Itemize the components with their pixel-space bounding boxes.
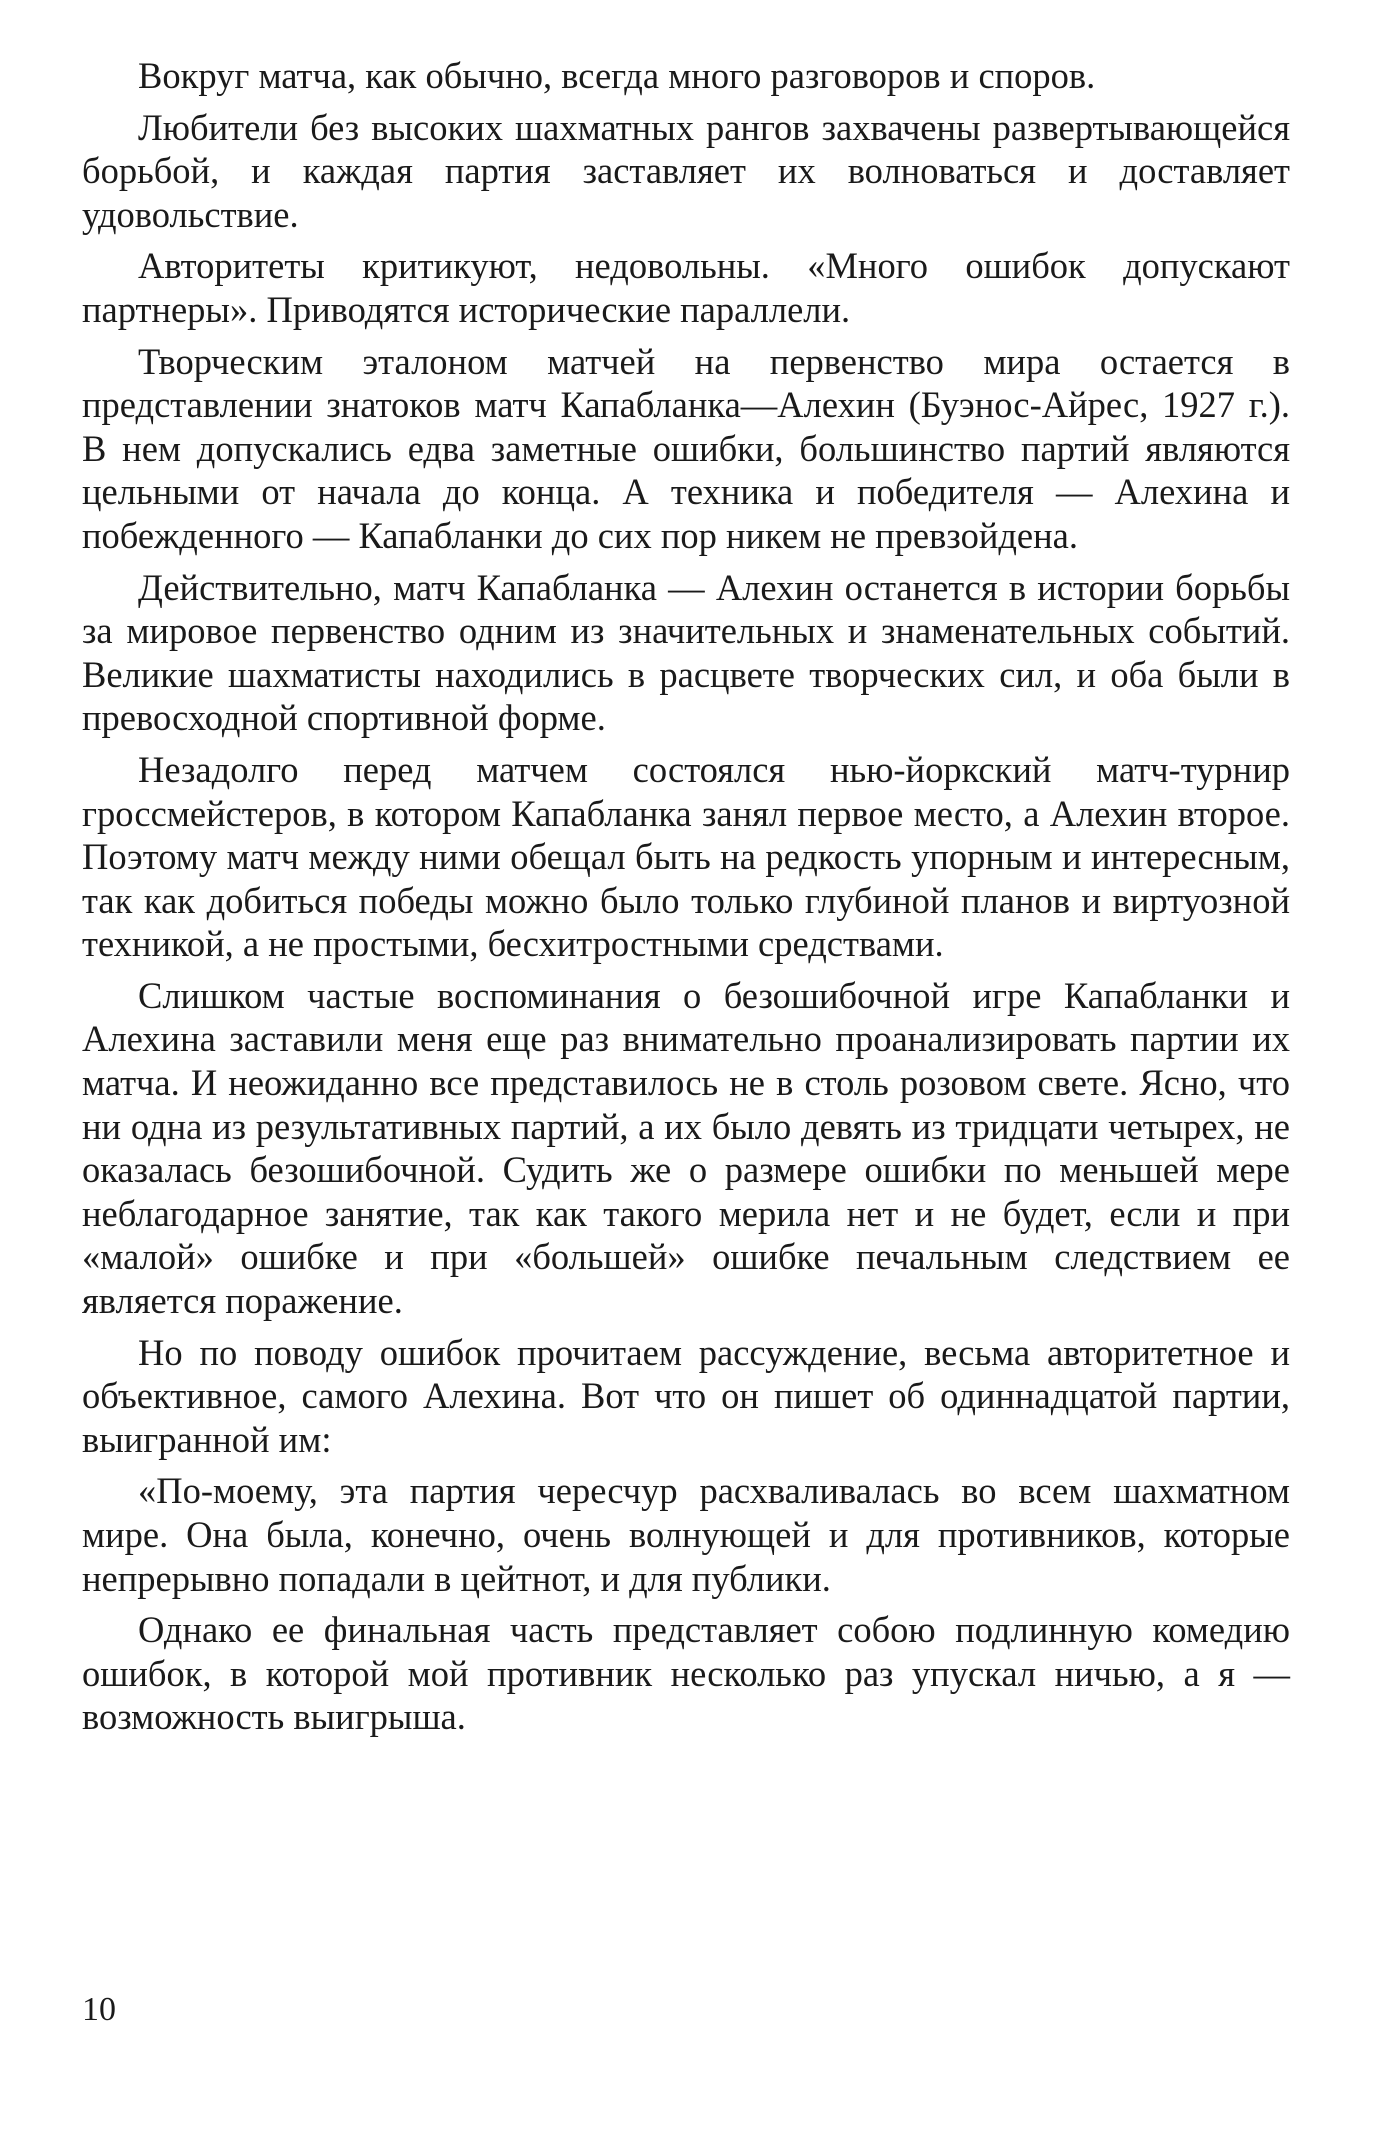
- paragraph: Незадолго перед матчем состоялся нью-йоркский матч-турнир гроссмейстеров, в котором Капабланка занял первое место, а Алехин второе. Поэтому матч между ними обещал быть на редкость упорным и интересным, так как добиться победы можно было только глубиной планов и виртуозной техникой, а не простыми, бесхитростными средствами.: [82, 748, 1290, 965]
- paragraph: Но по поводу ошибок прочитаем рассуждение, весьма авторитетное и объективное, самого Алехина. Вот что он пишет об одиннадцатой партии, выигранной им:: [82, 1331, 1290, 1460]
- quote-paragraph: «По-моему, эта партия чересчур расхваливалась во всем шахматном мире. Она была, конечно, очень волнующей и для противников, которые непрерывно попадали в цейтнот, и для публики.: [82, 1470, 1290, 1599]
- paragraph: Вокруг матча, как обычно, всегда много разговоров и споров.: [138, 55, 1096, 96]
- paragraph: Слишком частые воспоминания о безошибочной игре Капабланки и Алехина заставили меня еще раз внимательно проанализировать партии их матча. И неожиданно все представилось не в столь розовом свете. Ясно, что ни одна из результативных партий, а их было девять из тридцати четырех, не оказалась безошибочной. Судить же о размере ошибки по меньшей мере неблагодарное занятие, так как такого мерила нет и не будет, если и при «малой» ошибке и при «большей» ошибке печальным следствием ее является поражение.: [82, 974, 1290, 1322]
- paragraph: Творческим эталоном матчей на первенство мира остается в представлении знатоков матч Капабланка—Алехин (Буэнос-Айрес, 1927 г.). В нем допускались едва заметные ошибки, большинство партий являются цельными от начала до конца. А техника и победителя — Алехина и побежденного — Капабланки до сих пор никем не превзойдена.: [82, 340, 1290, 556]
- quote-paragraph: Однако ее финальная часть представляет собою подлинную комедию ошибок, в которой мой противник несколько раз упускал ничью, а я — возможность выигрыша.: [82, 1609, 1290, 1738]
- paragraph: Любители без высоких шахматных рангов захвачены развертывающейся борьбой, и каждая партия заставляет их волноваться и доставляет удовольствие.: [82, 106, 1290, 235]
- page-body: [82, 54, 1290, 1747]
- page-number: 10: [82, 1991, 116, 2028]
- paragraph: Действительно, матч Капабланка — Алехин останется в истории борьбы за мировое первенство одним из значительных и знаменательных событий. Великие шахматисты находились в расцвете творческих сил, и оба были в превосходной спортивной форме.: [82, 566, 1290, 739]
- paragraph: Авторитеты критикуют, недовольны. «Много ошибок допускают партнеры». Приводятся исторические параллели.: [82, 245, 1290, 330]
